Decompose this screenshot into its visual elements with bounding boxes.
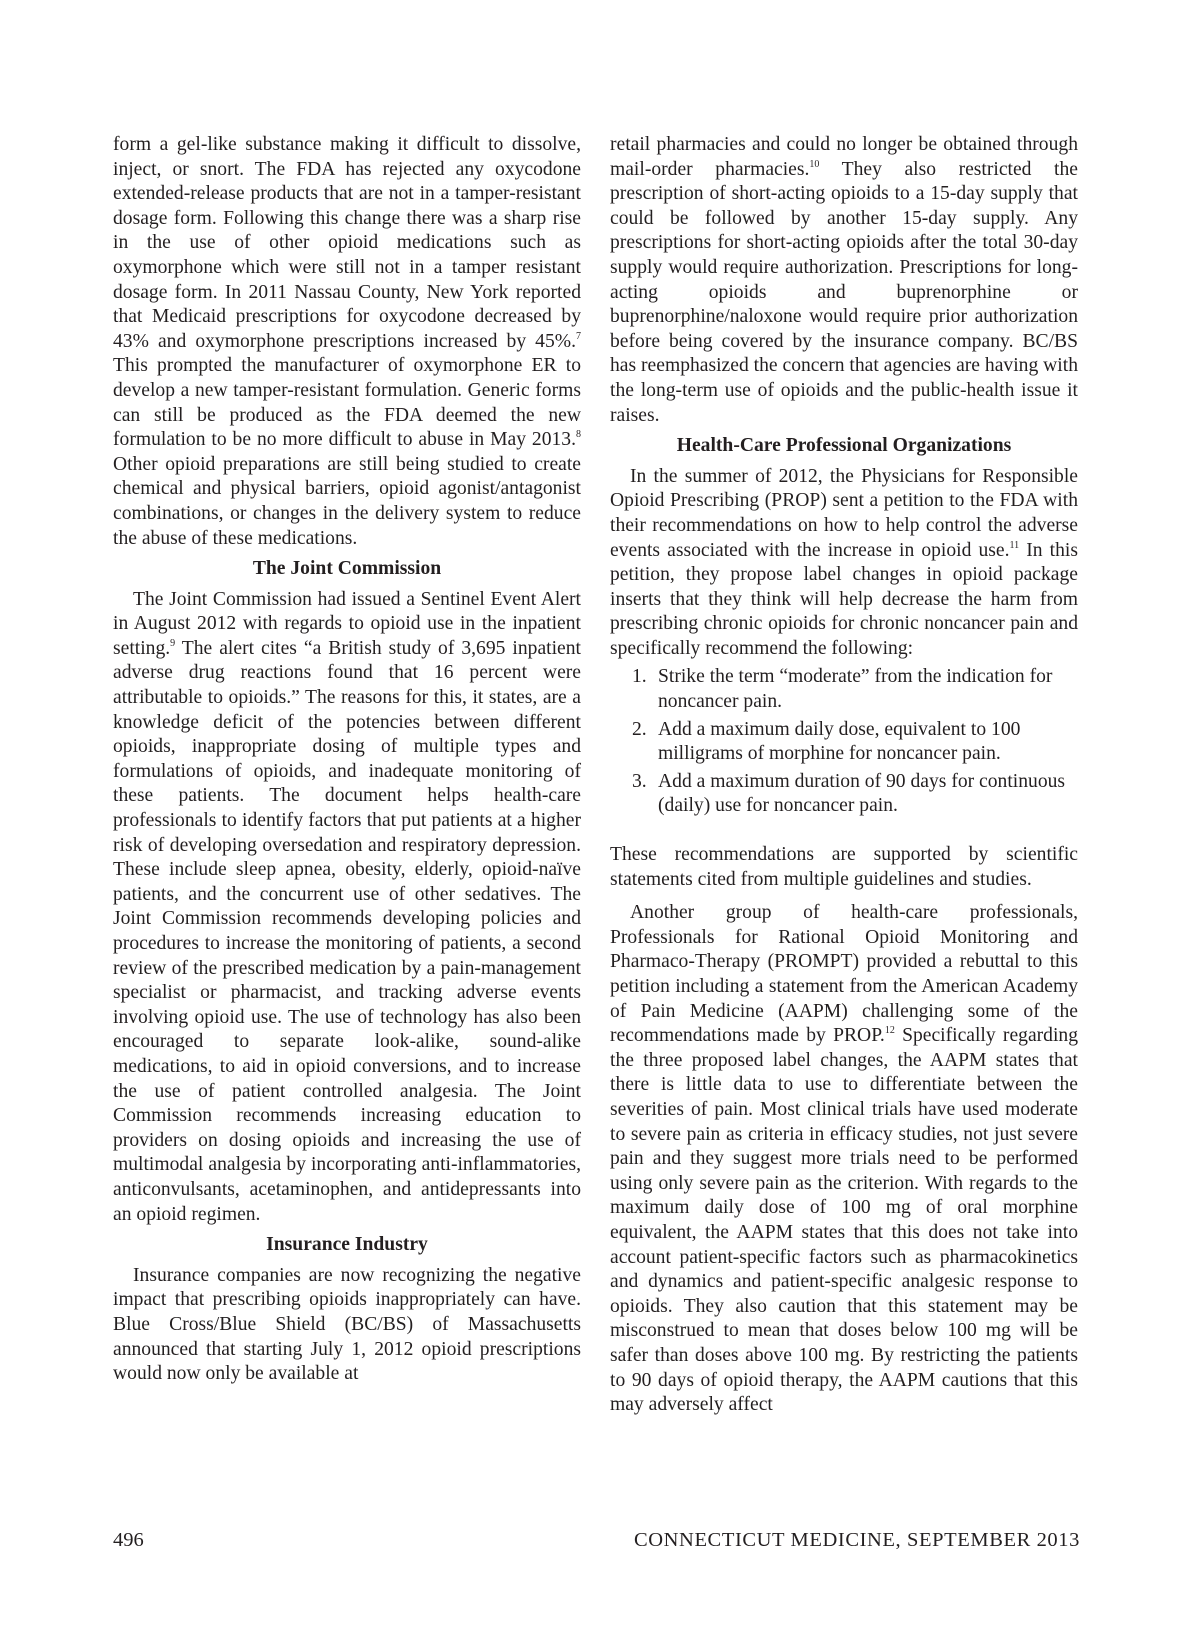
journal-footer: CONNECTICUT MEDICINE, SEPTEMBER 2013 [633,1529,1080,1551]
list-item: 3. Add a maximum duration of 90 days for continuous (daily) use for noncancer pain. [632,770,1066,817]
reference-9: 9 [170,637,176,649]
list-item: 2. Add a maximum daily dose, equivalent to 100 milligrams of morphine for noncancer pain. [632,718,1021,765]
section-heading-insurance-industry: Insurance Industry [266,1234,428,1256]
paragraph: form a gel-like substance making it difficult to dissolve, inject, or snort. The FDA has rejected any oxycodone extended-release products that are not in a tamper-resistant dosage form. Following this change there was a sharp rise in the use of other opioid medications such as oxymorphone which were still not in a tamper resistant dosage form. In 2011 Nassau County, New York reported that Medicaid prescriptions for oxycodone decreased by 43% and oxymorphone prescriptions increased by 45%.$^7$ This prompted the manufacturer of oxymorphone ER to develop a new tamper-resistant formulation. Generic forms can still be produced as the FDA deemed the new formulation to be no more difficult to abuse in May 2013.$^8$ Other opioid preparations are still being studied to create chemical and physical barriers, opioid agonist/antagonist combinations, or changes in the delivery system to reduce the abuse of these medications. [113,134,581,549]
recommendation-list [610,665,1078,819]
list-item: 1. Strike the term “moderate” from the indication for noncancer pain. [632,666,1053,713]
right-column [610,133,1078,1418]
reference-11: 11 [1009,539,1020,551]
page-number: 496 [113,1529,144,1551]
reference-10: 10 [809,158,820,170]
paragraph: retail pharmacies and could no longer be obtained through mail-order pharmacies.$^{10}$ They also restricted the prescription of short-acting opioids to a 15-day supply that could be followed by another 15-day supply. Any prescriptions for short-acting opioids after the total 30-day supply would require authorization. Prescriptions for long-acting opioids and buprenorphine or buprenorphine/naloxone would require prior authorization before being covered by the insurance company. BC/BS has reemphasized the concern that agencies are having with the long-term use of opioids and the public-health issue it raises. [610,134,1078,426]
paragraph: In the summer of 2012, the Physicians for Responsible Opioid Prescribing (PROP) sent a petition to the FDA with their recommendations on how to help control the adverse events associated with the increase in opioid use.$^{11}$ In this petition, they propose label changes in opioid package inserts that they think will help decrease the harm from prescribing chronic opioids for chronic noncancer pain and specifically recommend the following: [610,465,1078,659]
paragraph: Insurance companies are now recognizing the negative impact that prescribing opioids inappropriately can have. Blue Cross/Blue Shield (BC/BS) of Massachusetts announced that starting July 1, 2012 opioid prescriptions would now only be available at [113,1264,581,1385]
reference-8: 8 [576,429,581,441]
reference-7: 7 [576,330,581,342]
paragraph: These recommendations are supported by scientific statements cited from multiple guidelines and studies. [610,844,1078,890]
paragraph: Another group of health-care professionals, Professionals for Rational Opioid Monitoring and Pharmaco-Therapy (PROMPT) provided a rebuttal to this petition including a statement from the American Academy of Pain Medicine (AAPM) challenging some of the recommendations made by PROP.$^{12}$ Specifically regarding the three proposed label changes, the AAPM states that there is little data to use to differentiate between the severities of pain. Most clinical trials have used moderate to severe pain as criteria in efficacy studies, not just severe pain and they suggest more trials need to be performed using only severe pain as the criterion. With regards to the maximum daily dose of 100 mg of oral morphine equivalent, the AAPM states that this does not take into account patient-specific factors such as pharmacokinetics and dynamics and patient-specific analgesic response to opioids. They also caution that this statement may be misconstrued to mean that doses below 100 mg will be safer than doses above 100 mg. By restricting the patients to 90 days of opioid therapy, the AAPM cautions that this may adversely affect [610,902,1078,1416]
left-column [113,133,581,1387]
section-heading-health-care-organizations: Health-Care Professional Organizations [676,435,1012,457]
reference-12: 12 [884,1025,895,1037]
paragraph: The Joint Commission had issued a Sentinel Event Alert in August 2012 with regards to opioid use in the inpatient setting.$^9$ The alert cites “a British study of 3,695 inpatient adverse drug reactions found that 16 percent were attributable to opioids.” The reasons for this, it states, are a knowledge deficit of the potencies between different opioids, inappropriate dosing of multiple types and formulations of opioids, and inadequate monitoring of these patients. The document helps health-care professionals to identify factors that put patients at a higher risk of developing oversedation and respiratory depression. These include sleep apnea, obesity, elderly, opioid-naïve patients, and the concurrent use of other sedatives. The Joint Commission recommends developing policies and procedures to increase the monitoring of patients, a second review of the prescribed medication by a pain-management specialist or pharmacist, and tracking adverse events involving opioid use. The use of technology has also been encouraged to separate look-alike, sound-alike medications, to aid in opioid conversions, and to increase the use of patient controlled analgesia. The Joint Commission recommends increasing education to providers on dosing opioids and increasing the use of multimodal analgesia by incorporating anti-inflammatories, anticonvulsants, acetaminophen, and antidepressants into an opioid regimen. [113,588,581,1225]
section-heading-joint-commission: The Joint Commission [252,558,442,580]
